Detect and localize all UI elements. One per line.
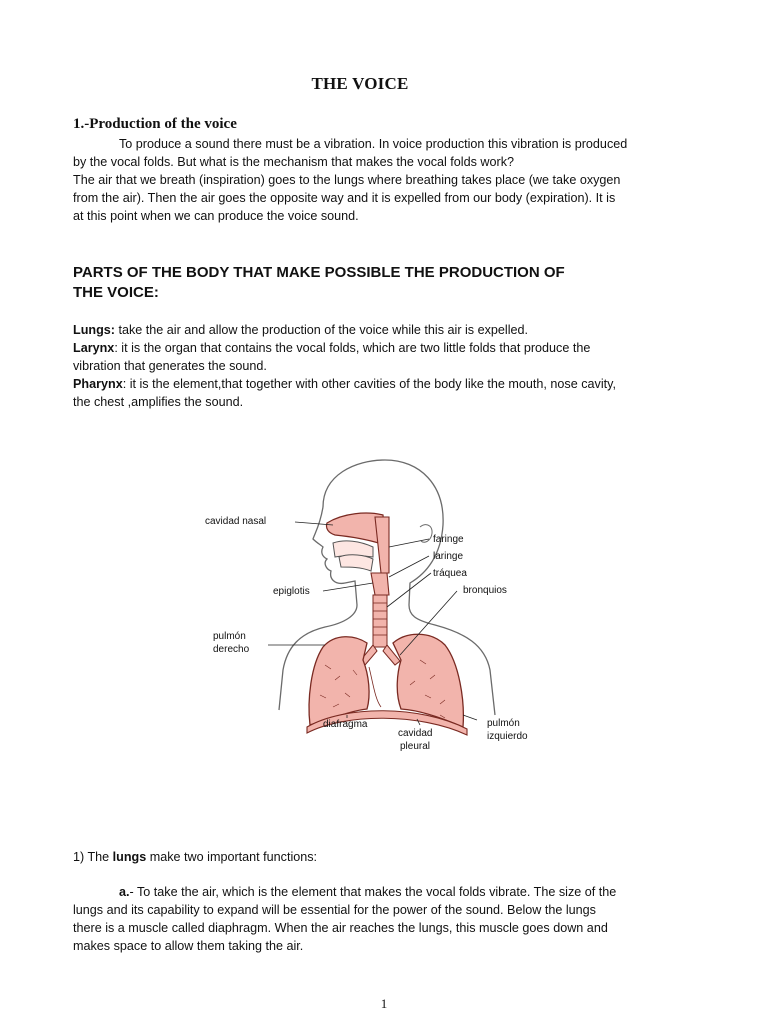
paragraph-vibration bbox=[73, 135, 703, 225]
label-laringe: laringe bbox=[433, 551, 464, 562]
text-line: makes space to allow them taking the air. bbox=[73, 939, 304, 953]
text-line: from the air). Then the air goes the opposite way and it is expelled from our body (expiration). It is bbox=[73, 191, 616, 205]
definition-pharynx bbox=[73, 375, 703, 393]
label-cavidad-pleural: cavidad bbox=[398, 728, 433, 739]
label-bronquios: bronquios bbox=[463, 585, 507, 596]
pharynx-shape bbox=[375, 517, 389, 573]
label-diafragma: diafragma bbox=[323, 719, 368, 730]
larynx-shape bbox=[371, 573, 389, 595]
definition-text: : it is the organ that contains the vocal folds, which are two little folds that produce the bbox=[114, 341, 591, 355]
term-pharynx: Pharynx bbox=[73, 377, 123, 391]
trachea bbox=[373, 595, 387, 647]
item-marker-a: a. bbox=[119, 885, 130, 899]
label-pulmon-izquierdo-2: izquierdo bbox=[487, 731, 528, 742]
respiratory-system-diagram bbox=[195, 455, 555, 770]
text-line: at this point when we can produce the voice sound. bbox=[73, 209, 359, 223]
term-lungs-bold: lungs bbox=[112, 850, 147, 864]
label-cavidad-pleural-2: pleural bbox=[400, 741, 431, 752]
label-traquea: tráquea bbox=[433, 568, 467, 579]
page-number: 1 bbox=[380, 996, 388, 1011]
label-pulmon-derecho: pulmón bbox=[213, 631, 246, 642]
parts-definitions bbox=[73, 321, 703, 411]
text-line: the chest ,amplifies the sound. bbox=[73, 395, 244, 409]
label-pulmon-derecho-2: derecho bbox=[213, 644, 250, 655]
definition-lungs bbox=[73, 321, 703, 339]
text-line: The air that we breath (inspiration) goes to the lungs where breathing takes place (we take oxygen bbox=[73, 173, 621, 187]
heading-line: PARTS OF THE BODY THAT MAKE POSSIBLE THE PRODUCTION OF bbox=[73, 264, 565, 281]
tongue-shape bbox=[339, 555, 373, 571]
text-line: vibration that generates the sound. bbox=[73, 359, 267, 373]
text-line: To produce a sound there must be a vibration. In voice production this vibration is produced bbox=[119, 137, 628, 151]
text-line: there is a muscle called diaphragm. When the air reaches the lungs, this muscle goes down and bbox=[73, 921, 608, 935]
definition-text: : it is the element,that together with other cavities of the body like the mouth, nose cavity, bbox=[122, 377, 616, 391]
text-line bbox=[73, 848, 703, 866]
lungs-functions-intro bbox=[73, 848, 703, 866]
label-faringe: faringe bbox=[433, 534, 464, 545]
term-larynx: Larynx bbox=[73, 341, 115, 355]
label-cavidad-nasal: cavidad nasal bbox=[205, 516, 267, 527]
lungs-function-a bbox=[73, 883, 703, 955]
label-epiglotis: epiglotis bbox=[273, 586, 310, 597]
text-line: by the vocal folds. But what is the mechanism that makes the vocal folds work? bbox=[73, 155, 514, 169]
text-span: 1) The bbox=[73, 850, 113, 864]
text-span: - To take the air, which is the element that makes the vocal folds vibrate. The size of the bbox=[129, 885, 617, 899]
label-pulmon-izquierdo: pulmón bbox=[487, 718, 520, 729]
text-line bbox=[73, 883, 703, 901]
definition-text: take the air and allow the production of the voice while this air is expelled. bbox=[114, 323, 529, 337]
heading-line: THE VOICE: bbox=[73, 284, 159, 301]
term-lungs: Lungs: bbox=[73, 323, 115, 337]
section-heading-production: 1.-Production of the voice bbox=[73, 116, 237, 132]
text-line: lungs and its capability to expand will be essential for the power of the sound. Below the lungs bbox=[73, 903, 596, 917]
section-heading-parts bbox=[73, 263, 713, 303]
text-span: make two important functions: bbox=[146, 850, 318, 864]
page-title: THE VOICE bbox=[311, 74, 409, 93]
heart-area bbox=[369, 667, 381, 707]
definition-larynx bbox=[73, 339, 703, 357]
